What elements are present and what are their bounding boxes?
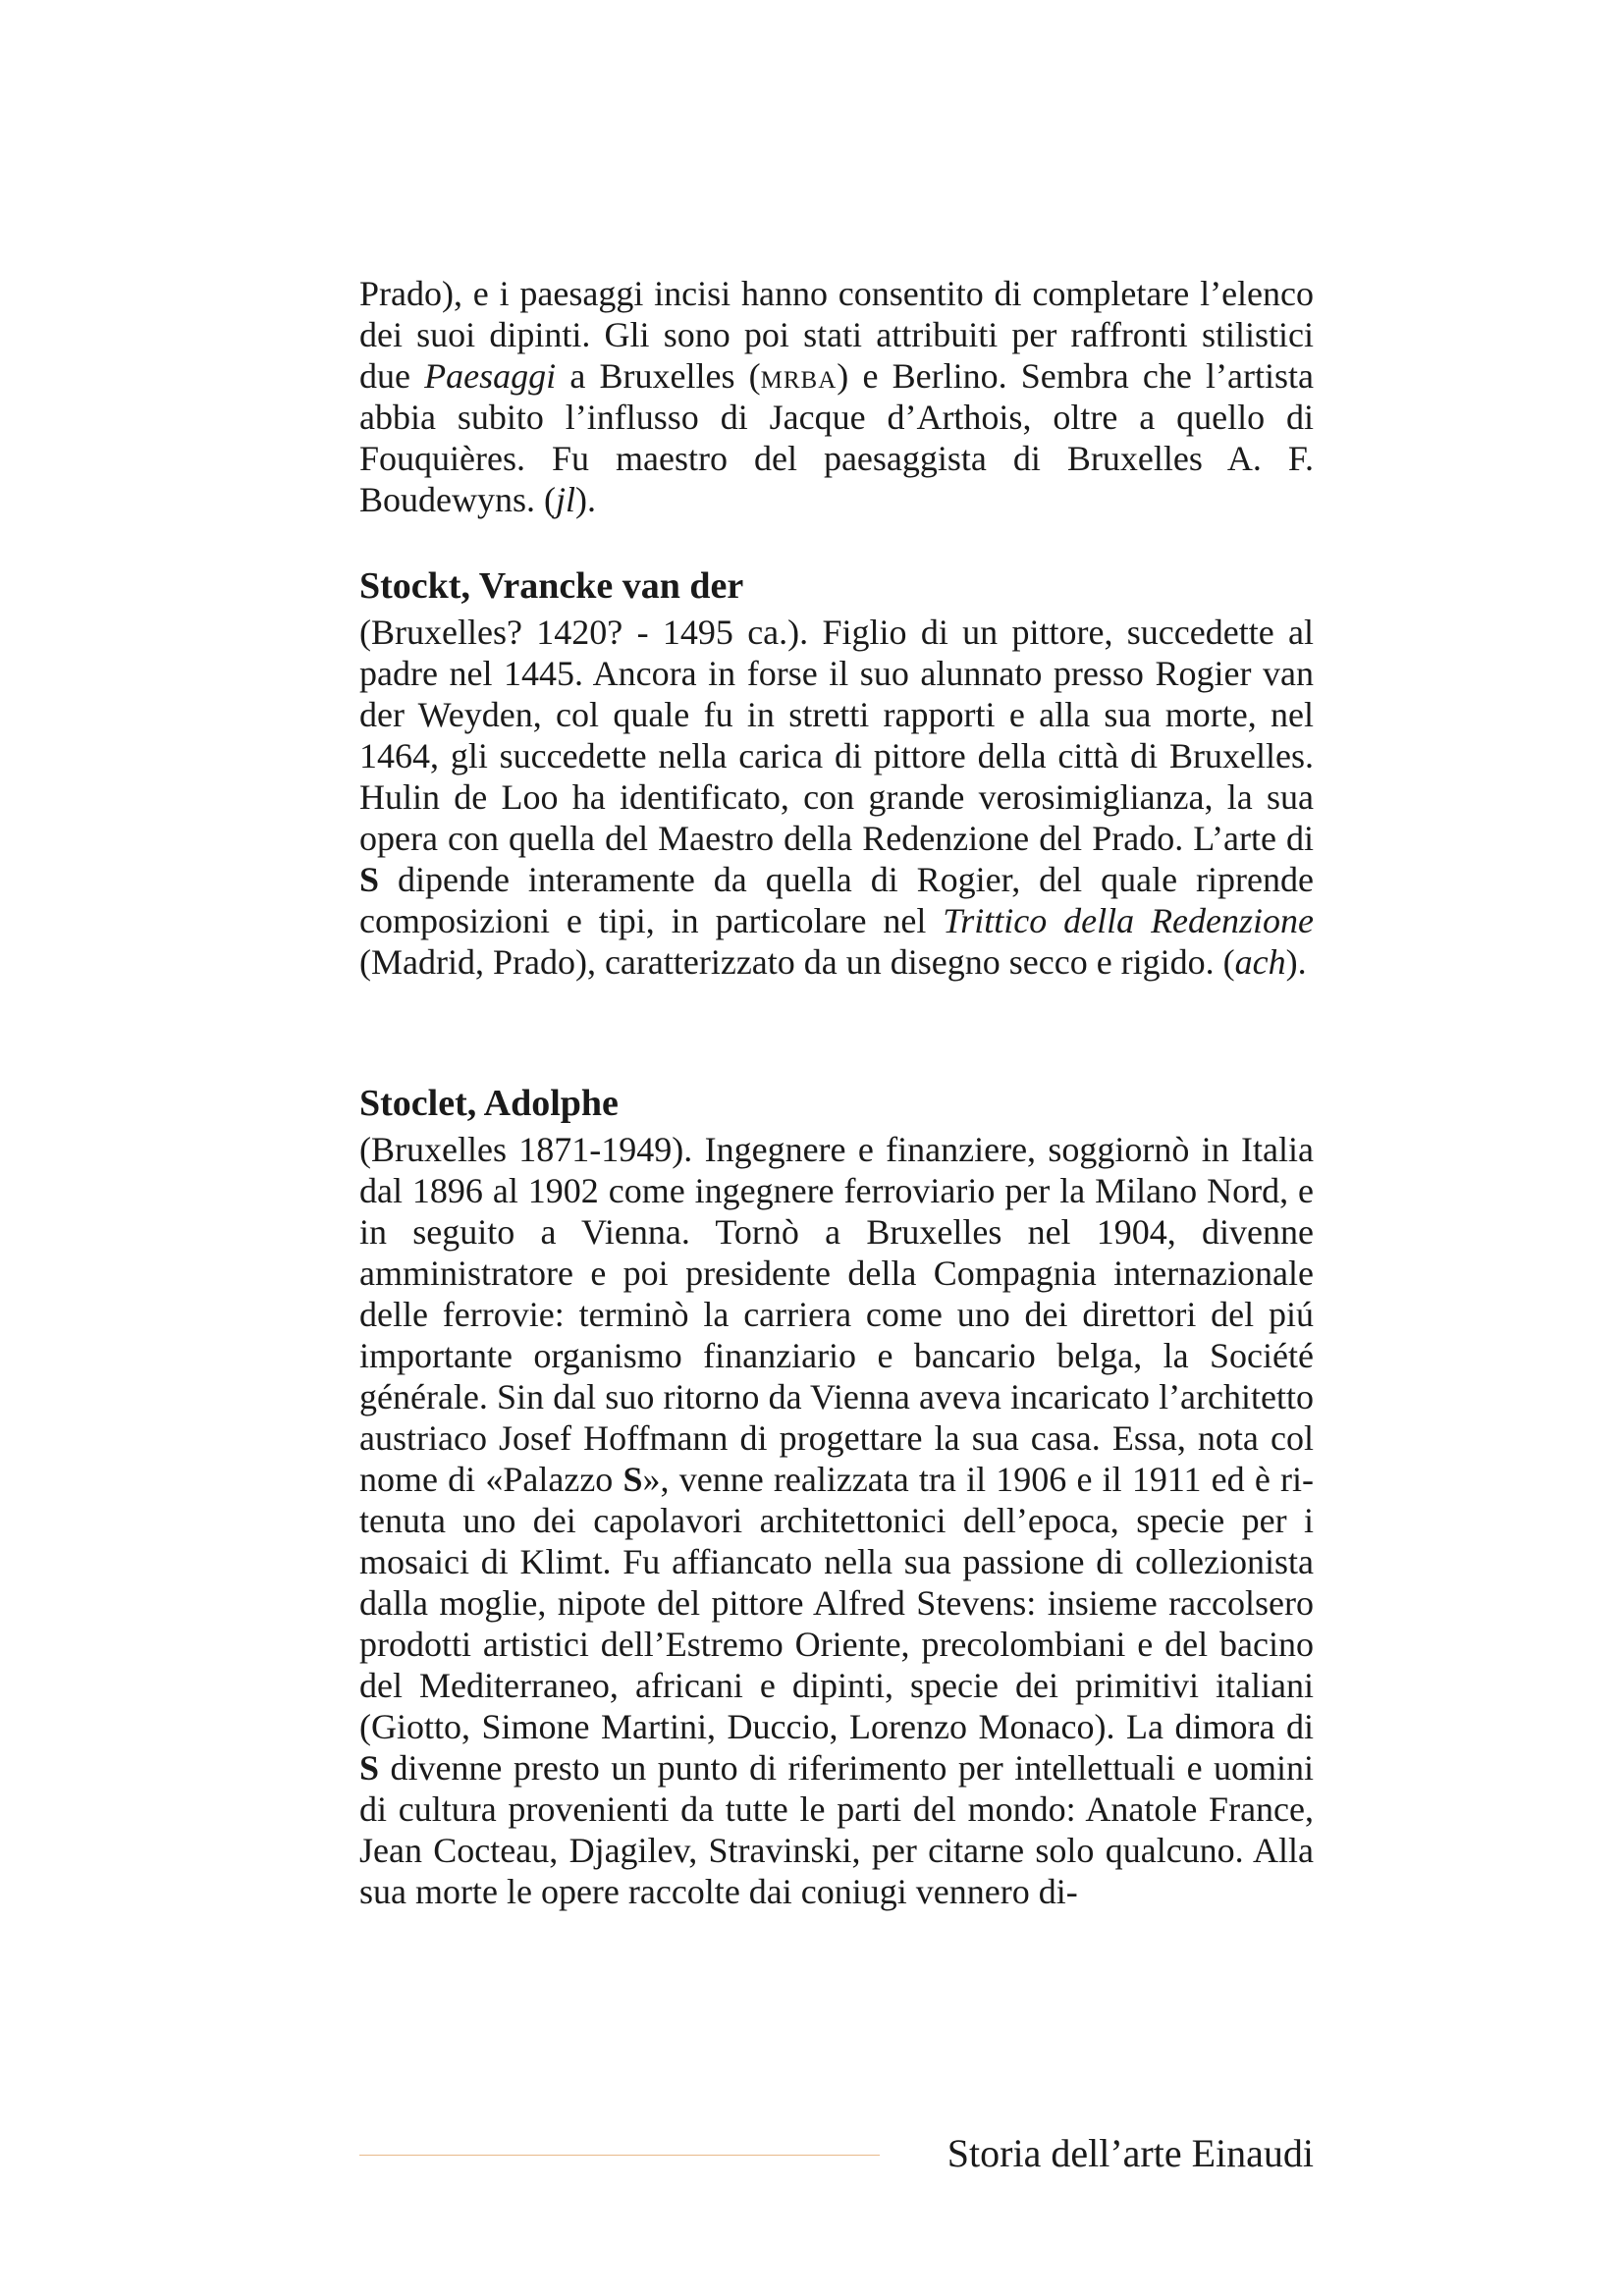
text-run: ) e Berlino. Sembra che l’artista abbia subito l’influsso di Jacque d’Arthois, oltre a quello di Fouquières. Fu maestro del paesaggista di Bruxelles A. F. Boudewyns. ( (359, 356, 1315, 519)
entry-stockt (359, 564, 1314, 983)
text-run: », venne realizzata tra il 1906 e il 1911 ed è ritenuta uno dei capolavori architettonici dell’epoca, specie per i mosaici di Klimt. Fu affiancato nella sua passione di collezionista dalla moglie, nipote del pittore Alfred Stevens: insieme raccolsero prodotti artistici dell’Estremo Oriente, precolombiani e del bacino del Mediterraneo, africani e dipinti, specie dei primitivi italiani (Giotto, Simone Martini, Duccio, Lorenzo Monaco). La dimora di (359, 1460, 1315, 1746)
text-run: dipende interamente da quella di Rogier, del quale riprende composizioni e tipi, in particolare nel (359, 860, 1314, 940)
text-run: ). (575, 480, 597, 519)
artwork-title: Trittico della Redenzione (943, 901, 1315, 940)
text-run: ). (1285, 942, 1307, 982)
museum-abbreviation: mrba (760, 356, 838, 396)
footer-publication-title: Storia dell’arte Einaudi (947, 2131, 1314, 2175)
text-run: (Bruxelles 1871-1949). Ingegnere e finanziere, soggiornò in Italia dal 1896 al 1902 come ingegnere ferroviario per la Milano Nord, e in seguito a Vienna. Tornò a Bruxelles nel 1904, divenne amministratore e poi presidente della Compagnia internazionale delle ferrovie: terminò la carriera come uno dei direttori del piú importante organismo finanziario e bancario belga, la Société générale. Sin dal suo ritorno da Vienna aveva incaricato l’architetto austriaco Josef Hoffmann di progettare la sua casa. Essa, nota col nome di «Palazzo (359, 1130, 1314, 1499)
entry-heading: Stoclet, Adolphe (359, 1083, 619, 1124)
author-signature: ach (1234, 942, 1286, 982)
entry-heading: Stockt, Vrancke van der (359, 565, 744, 607)
text-run: a Bruxelles ( (556, 356, 761, 396)
text-run: Prado), e i paesaggi incisi hanno consentito di completare l’elenco dei suoi dipinti. Gli sono poi stati attribuiti per raffronti stilistici due (359, 274, 1314, 396)
entry-body (359, 1129, 1314, 1912)
footer-rule (359, 2155, 880, 2156)
entry-body (359, 612, 1314, 983)
text-run: (Bruxelles? 1420? - 1495 ca.). Figlio di un pittore, succedette al padre nel 1445. Ancora in forse il suo alunnato presso Rogier van der Weyden, col quale fu in stretti rapporti e alla sua morte, nel 1464, gli succedette nella carica di pittore della città di Bruxelles. Hulin de Loo ha identificato, con grande verosimiglianza, la sua opera con quella del Maestro della Redenzione del Prado. L’arte di (359, 613, 1314, 858)
subject-abbreviation: S (359, 1748, 380, 1788)
author-signature: jl (556, 480, 576, 519)
artwork-title: Paesaggi (424, 356, 557, 396)
paragraph (359, 273, 1314, 520)
text-run: (Madrid, Prado), caratterizzato da un disegno secco e rigido. ( (359, 942, 1235, 982)
continued-entry-text (359, 273, 1314, 520)
subject-abbreviation: S (359, 860, 380, 899)
subject-abbreviation: S (622, 1460, 643, 1499)
entry-stoclet (359, 1082, 1314, 1912)
text-run: divenne presto un punto di riferimento per intellettuali e uomini di cultura provenienti da tutte le parti del mondo: Anatole France, Jean Cocteau, Djagilev, Stravinski, per citarne solo qualcuno. Alla sua morte le opere raccolte dai coniugi vennero di- (359, 1748, 1314, 1911)
